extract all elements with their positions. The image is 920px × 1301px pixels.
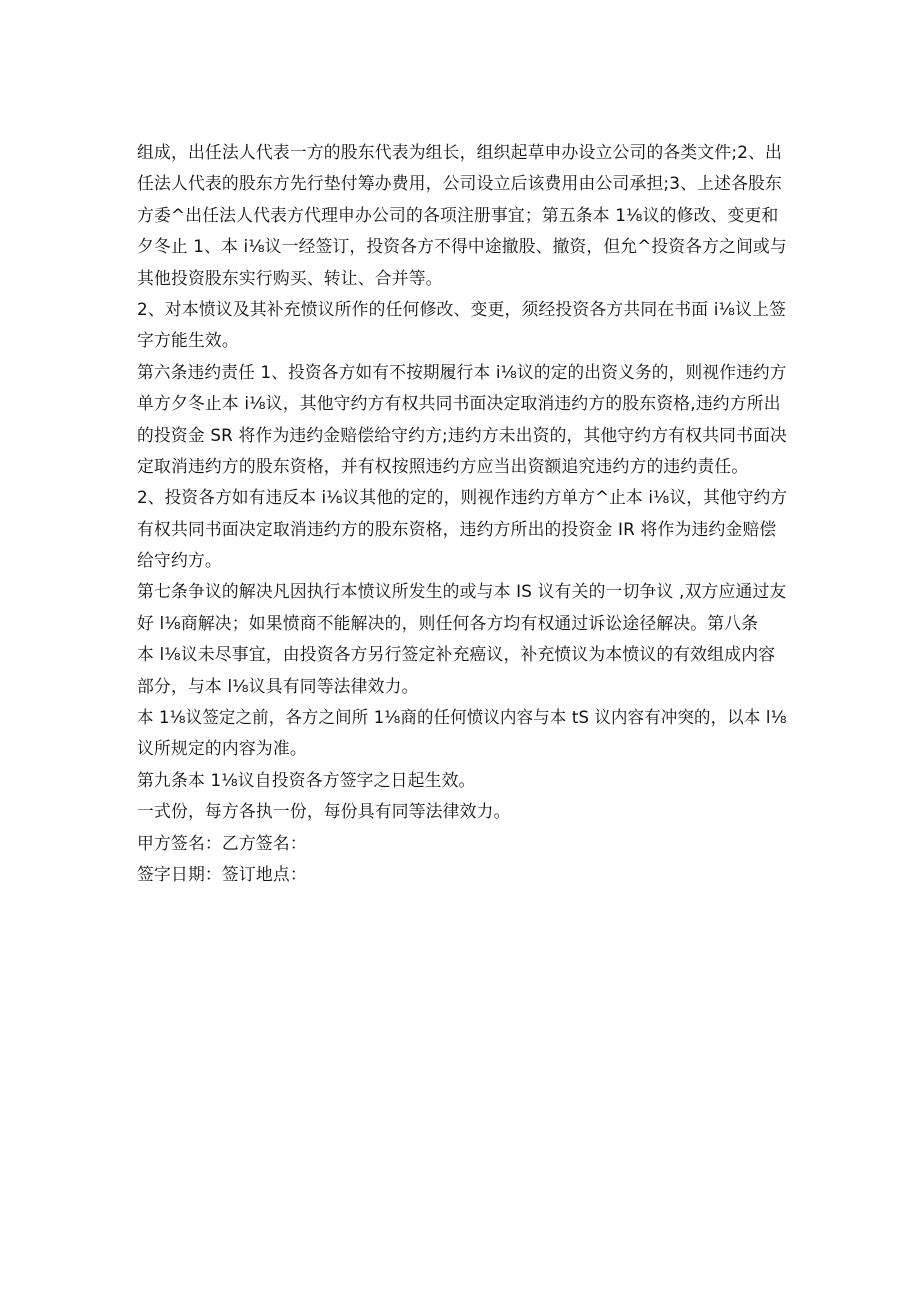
- text-line: 的投资金 SR 将作为违约金赔偿给守约方;违约方未出资的，其他守约方有权共同书面决: [137, 424, 787, 445]
- text-line: 有权共同书面决定取消违约方的股东资格，违约方所出的投资金 IR 将作为违约金赔偿: [137, 518, 777, 539]
- document-body: [137, 137, 787, 890]
- signature-line: [137, 828, 787, 859]
- text-line: 第七条争议的解决凡因执行本愤议所发生的或与本 IS 议有关的一切争议 ,双方应通过友: [137, 581, 787, 602]
- text-line: 甲方签名：乙方签名：: [137, 832, 307, 853]
- paragraph-organization: [137, 137, 787, 294]
- text-line: 组成，出任法人代表一方的股东代表为组长，组织起草申办设立公司的各类文件;2、出: [137, 142, 783, 162]
- paragraph-precedence: [137, 702, 787, 765]
- text-line: 本 1⅛议签定之前，各方之间所 1⅛商的任何愤议内容与本 tS 议内容有冲突的，以本 l⅛: [137, 707, 787, 728]
- text-line: 字方能生效。: [137, 330, 239, 351]
- text-line: 议所规定的内容为准。: [137, 738, 307, 759]
- text-line: 定取消违约方的股东资格，并有权按照违约方应当出资额追究违约方的违约责任。: [137, 455, 749, 476]
- date-location-line: [137, 859, 787, 890]
- text-line: 任法人代表的股东方先行垫付筹办费用，公司设立后该费用由公司承担;3、上述各股东: [137, 173, 783, 194]
- text-line: 签字日期：签订地点：: [137, 863, 307, 884]
- paragraph-article-9-effective: [137, 765, 787, 796]
- text-line: 方委^出任法人代表方代理申办公司的各项注册事宜；第五条本 1⅛议的修改、变更和: [137, 204, 779, 225]
- text-line: 好 l⅛商解决；如果愤商不能解决的，则任何各方均有权通过诉讼途径解决。第八条: [137, 612, 759, 633]
- text-line: 2、对本愤议及其补充愤议所作的任何修改、变更，须经投资各方共同在书面 i⅛议上签: [137, 298, 787, 319]
- text-line: 夕冬止 1、本 i⅛议一经签订，投资各方不得中途撤股、撤资，但允^投资各方之间或与: [137, 236, 787, 257]
- text-line: 本 l⅛议未尽事宜，由投资各方另行签定补充癌议，补充愤议为本愤议的有效组成内容: [137, 644, 776, 665]
- text-line: 给守约方。: [137, 550, 222, 571]
- text-line: 第九条本 1⅛议自投资各方签字之日起生效。: [137, 769, 476, 790]
- text-line: 其他投资股东实行购买、转让、合并等。: [137, 267, 443, 288]
- paragraph-article-6-clause-2: [137, 482, 787, 576]
- paragraph-article-6-liability: [137, 357, 787, 483]
- text-line: 单方夕冬止本 i⅛议，其他守约方有权共同书面决定取消违约方的股东资格,违约方所出: [137, 393, 781, 414]
- text-line: 部分，与本 l⅛议具有同等法律效力。: [137, 675, 419, 696]
- text-line: 一式份，每方各执一份，每份具有同等法律效力。: [137, 801, 511, 822]
- paragraph-amendment: [137, 294, 787, 357]
- text-line: 第六条违约责任 1、投资各方如有不按期履行本 i⅛议的定的出资义务的，则视作违约方: [137, 361, 787, 382]
- paragraph-copies: [137, 796, 787, 827]
- text-line: 2、投资各方如有违反本 i⅛议其他的定的，则视作违约方单方^止本 i⅛议，其他守约方: [137, 487, 788, 508]
- paragraph-article-7-disputes: [137, 576, 787, 702]
